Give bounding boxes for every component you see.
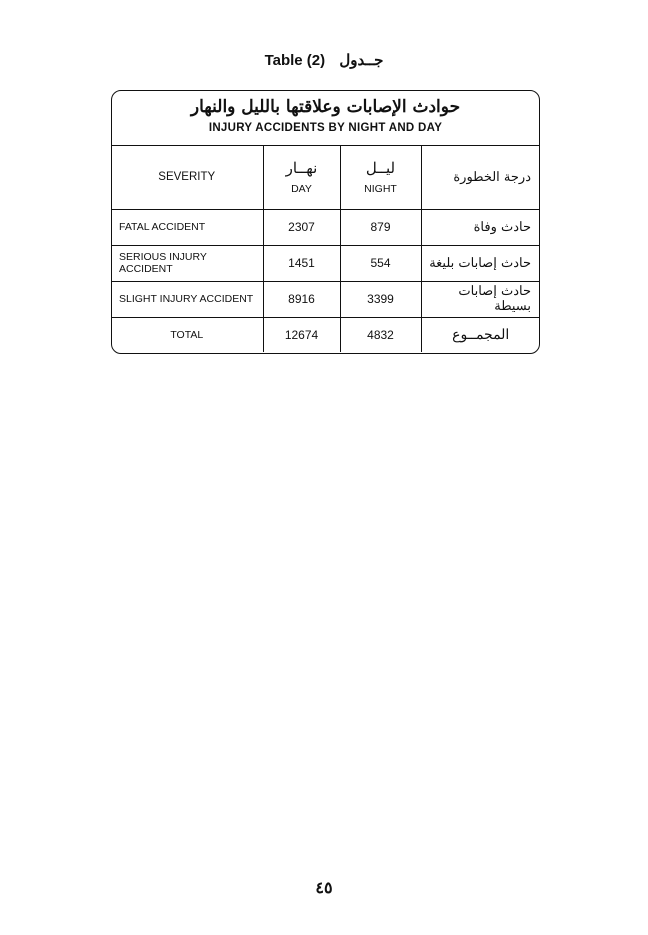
table-heading xyxy=(0,51,648,69)
table-heading-ar: جــدول xyxy=(339,51,384,69)
row-label-ar: حادث إصابات بليغة xyxy=(421,245,539,281)
header-day-en: DAY xyxy=(291,183,312,196)
row-label-en: SERIOUS INJURY ACCIDENT xyxy=(112,245,263,281)
table-title-en: INJURY ACCIDENTS BY NIGHT AND DAY xyxy=(208,122,443,134)
data-table xyxy=(112,146,539,352)
row-night-value: 554 xyxy=(340,245,421,281)
row-day-value: 8916 xyxy=(263,281,340,317)
total-day-value: 12674 xyxy=(263,317,340,352)
header-severity-ar: درجة الخطورة xyxy=(421,146,539,209)
row-label-en: SLIGHT INJURY ACCIDENT xyxy=(112,281,263,317)
table-total-row xyxy=(112,317,539,352)
data-table-frame xyxy=(111,90,540,354)
row-label-en: FATAL ACCIDENT xyxy=(112,209,263,245)
total-label-en: TOTAL xyxy=(112,317,263,352)
header-day xyxy=(263,146,340,209)
header-day-ar: نهــار xyxy=(285,159,318,178)
header-night-en: NIGHT xyxy=(364,183,397,196)
table-title-block xyxy=(112,91,539,146)
table-row xyxy=(112,281,539,317)
table-header-row xyxy=(112,146,539,209)
total-label-ar: المجمــوع xyxy=(452,326,510,343)
total-night-value: 4832 xyxy=(340,317,421,352)
row-night-value: 879 xyxy=(340,209,421,245)
table-row xyxy=(112,209,539,245)
row-night-value: 3399 xyxy=(340,281,421,317)
header-night xyxy=(340,146,421,209)
row-day-value: 2307 xyxy=(263,209,340,245)
table-heading-en: Table (2) xyxy=(264,52,326,69)
header-night-ar: ليــل xyxy=(365,159,396,178)
table-title-ar: حوادث الإصابات وعلاقتها بالليل والنهار xyxy=(190,97,461,117)
page-number: ٤٥ xyxy=(315,878,333,897)
table-row xyxy=(112,245,539,281)
row-label-ar: حادث وفاة xyxy=(421,209,539,245)
header-severity-en: SEVERITY xyxy=(112,146,263,209)
row-label-ar: حادث إصابات بسيطة xyxy=(421,281,539,317)
row-day-value: 1451 xyxy=(263,245,340,281)
